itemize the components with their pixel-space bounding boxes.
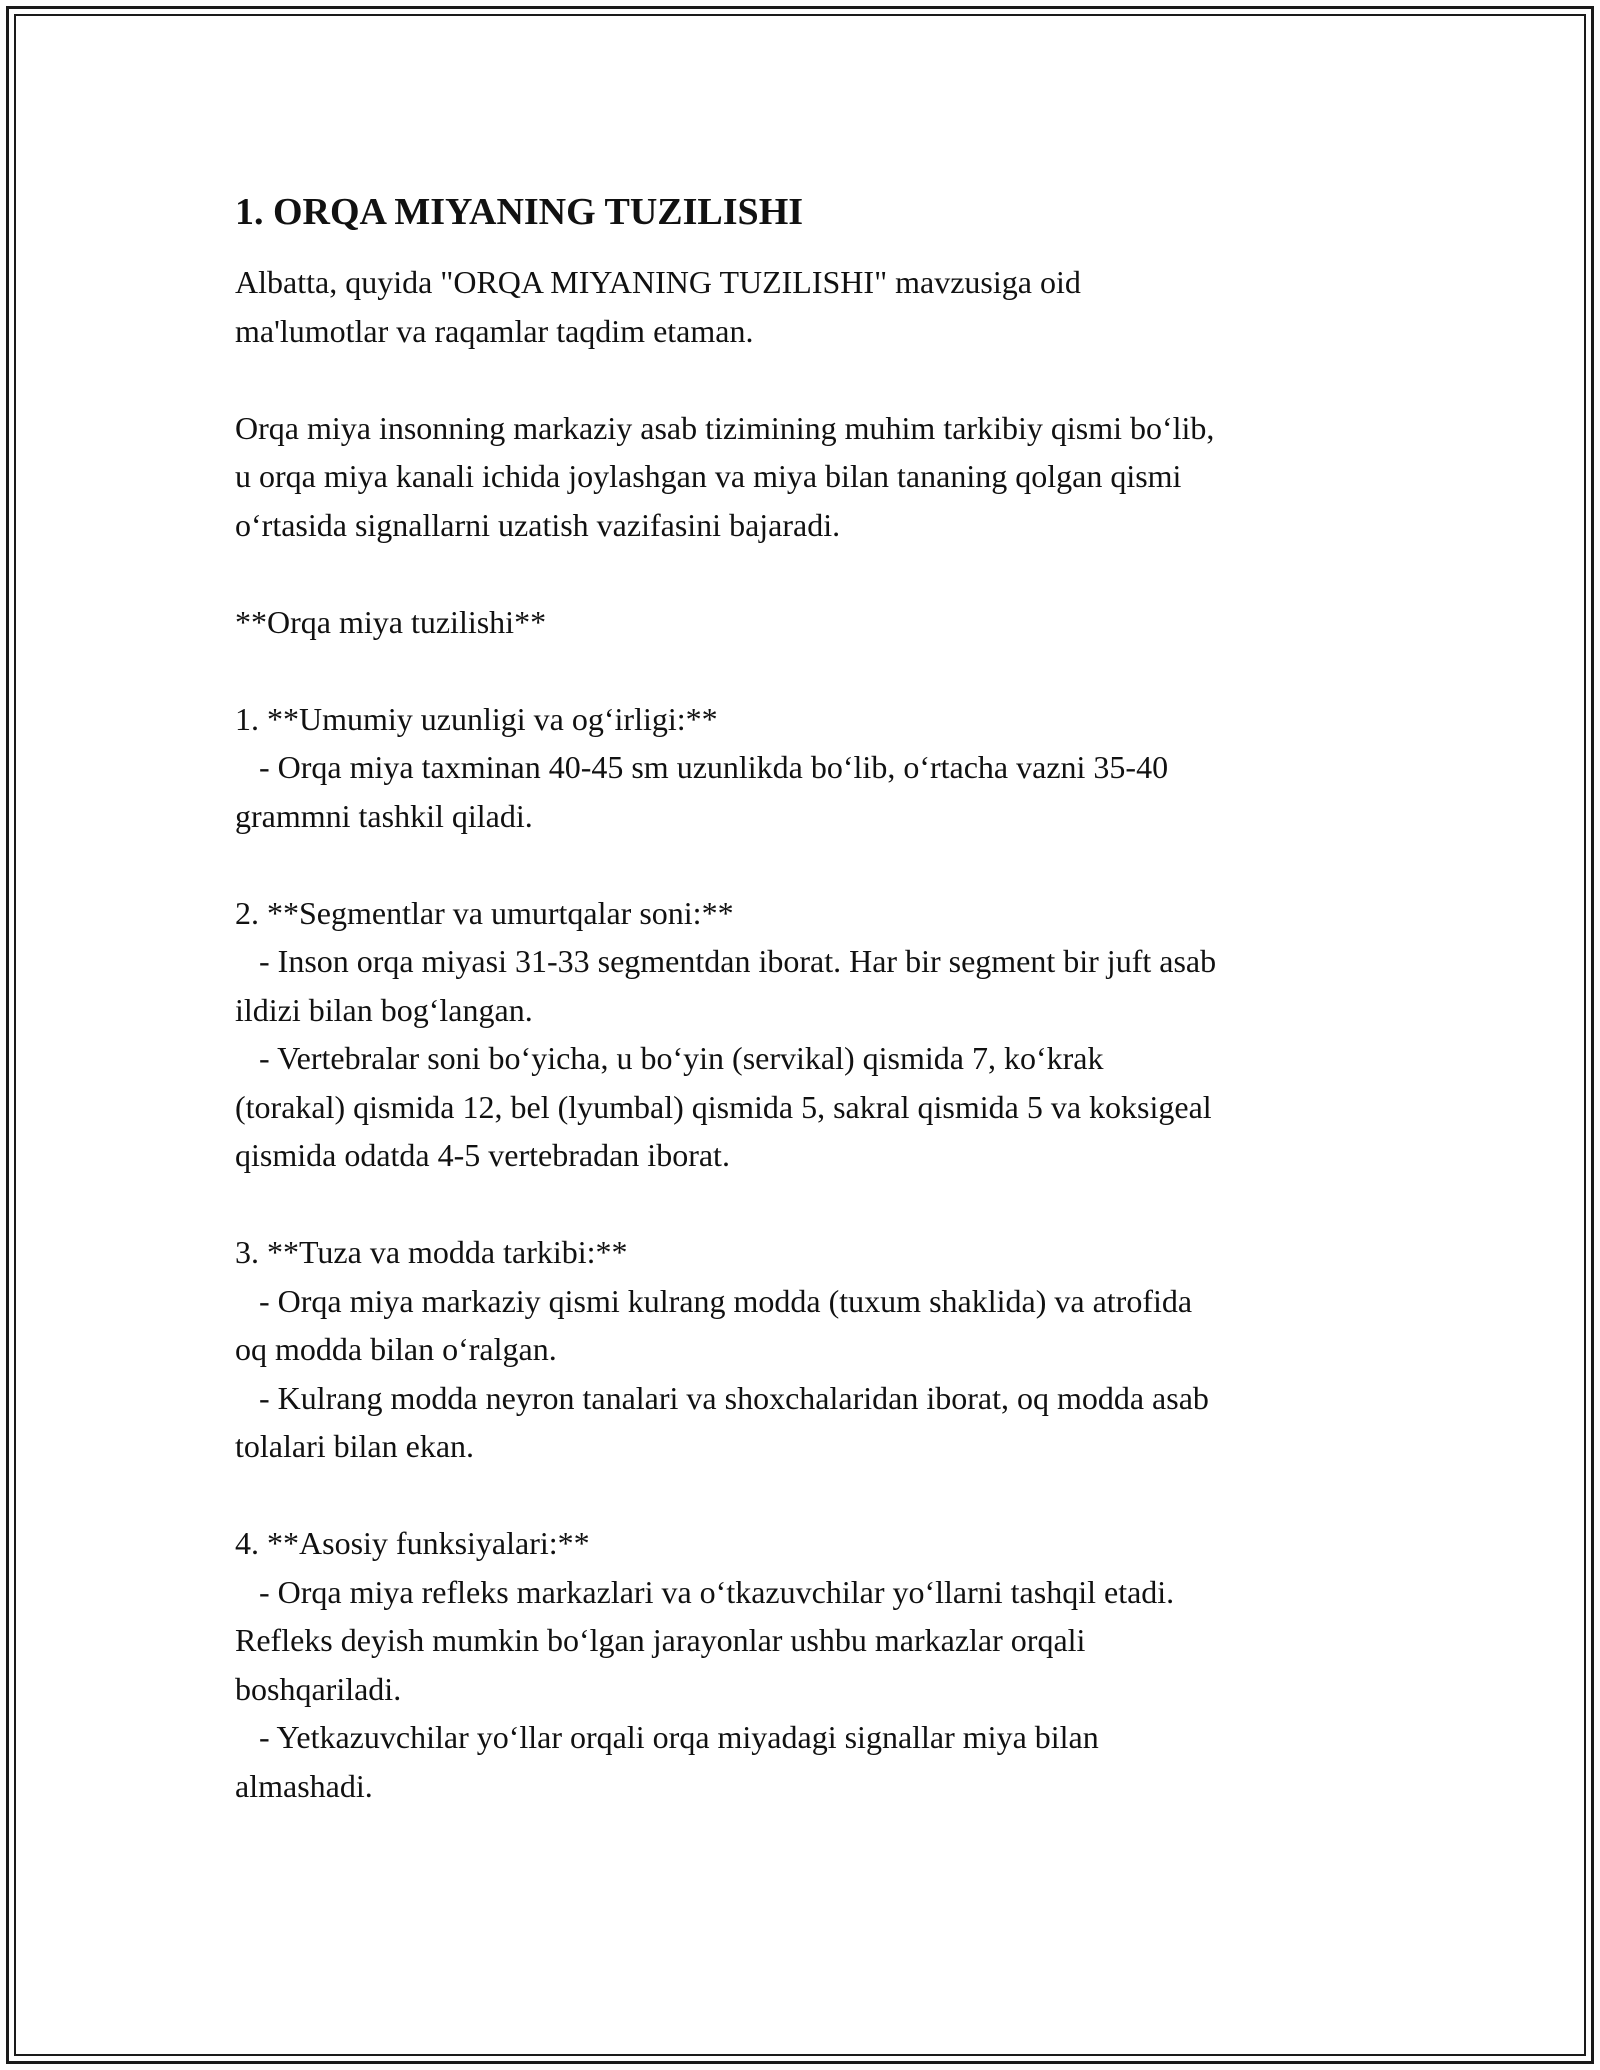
text-line: tolalari bilan ekan. (235, 1428, 475, 1464)
text-line: oq modda bilan o‘ralgan. (235, 1331, 557, 1367)
paragraph (235, 404, 1385, 550)
paragraph (235, 1519, 1385, 1810)
document-body (235, 188, 1385, 1859)
paragraph-list (235, 258, 1385, 1810)
paragraph (235, 258, 1385, 355)
text-line: o‘rtasida signallarni uzatish vazifasini bajaradi. (235, 506, 841, 543)
text-line: - Orqa miya taxminan 40-45 sm uzunlikda bo‘lib, o‘rtacha vazni 35-40 (235, 749, 1169, 785)
text-line: Orqa miya insonning markaziy asab tizimining muhim tarkibiy qismi bo‘lib, (235, 409, 1215, 446)
text-line: - Yetkazuvchilar yo‘llar orqali orqa miyadagi signallar miya bilan (235, 1719, 1099, 1755)
text-line: u orqa miya kanali ichida joylashgan va miya bilan tananing qolgan qismi (235, 458, 1182, 494)
text-line: ma'lumotlar va raqamlar taqdim etaman. (235, 312, 754, 349)
text-line: ildizi bilan bog‘langan. (235, 991, 533, 1028)
text-line: - Orqa miya refleks markazlari va o‘tkazuvchilar yo‘llarni tashqil etadi. (235, 1573, 1175, 1610)
text-line: - Kulrang modda neyron tanalari va shoxchalaridan iborat, oq modda asab (235, 1379, 1209, 1416)
paragraph (235, 598, 1385, 647)
paragraph (235, 889, 1385, 1180)
text-line: 3. **Tuza va modda tarkibi:** (235, 1234, 628, 1270)
text-line: (torakal) qismida 12, bel (lyumbal) qismida 5, sakral qismida 5 va koksigeal (235, 1088, 1212, 1125)
text-line: 2. **Segmentlar va umurtqalar soni:** (235, 894, 734, 931)
text-line: Refleks deyish mumkin bo‘lgan jarayonlar ushbu markazlar orqali (235, 1622, 1086, 1658)
text-line: - Orqa miya markaziy qismi kulrang modda (tuxum shaklida) va atrofida (235, 1282, 1193, 1319)
paragraph (235, 695, 1385, 841)
text-line: almashadi. (235, 1767, 373, 1804)
text-line: grammni tashkil qiladi. (235, 797, 533, 834)
paragraph (235, 1228, 1385, 1471)
document-title: 1. ORQA MIYANING TUZILISHI (235, 191, 804, 233)
text-line: - Vertebralar soni bo‘yicha, u bo‘yin (servikal) qismida 7, ko‘krak (235, 1040, 1104, 1076)
text-line: qismida odatda 4-5 vertebradan iborat. (235, 1137, 730, 1173)
text-line: boshqariladi. (235, 1670, 402, 1707)
text-line: Albatta, quyida "ORQA MIYANING TUZILISHI" mavzusiga oid (235, 264, 1081, 300)
text-line: 4. **Asosiy funksiyalari:** (235, 1525, 590, 1561)
text-line: - Inson orqa miyasi 31-33 segmentdan iborat. Har bir segment bir juft asab (235, 943, 1217, 979)
text-line: **Orqa miya tuzilishi** (235, 603, 547, 640)
text-line: 1. **Umumiy uzunligi va og‘irligi:** (235, 700, 718, 737)
